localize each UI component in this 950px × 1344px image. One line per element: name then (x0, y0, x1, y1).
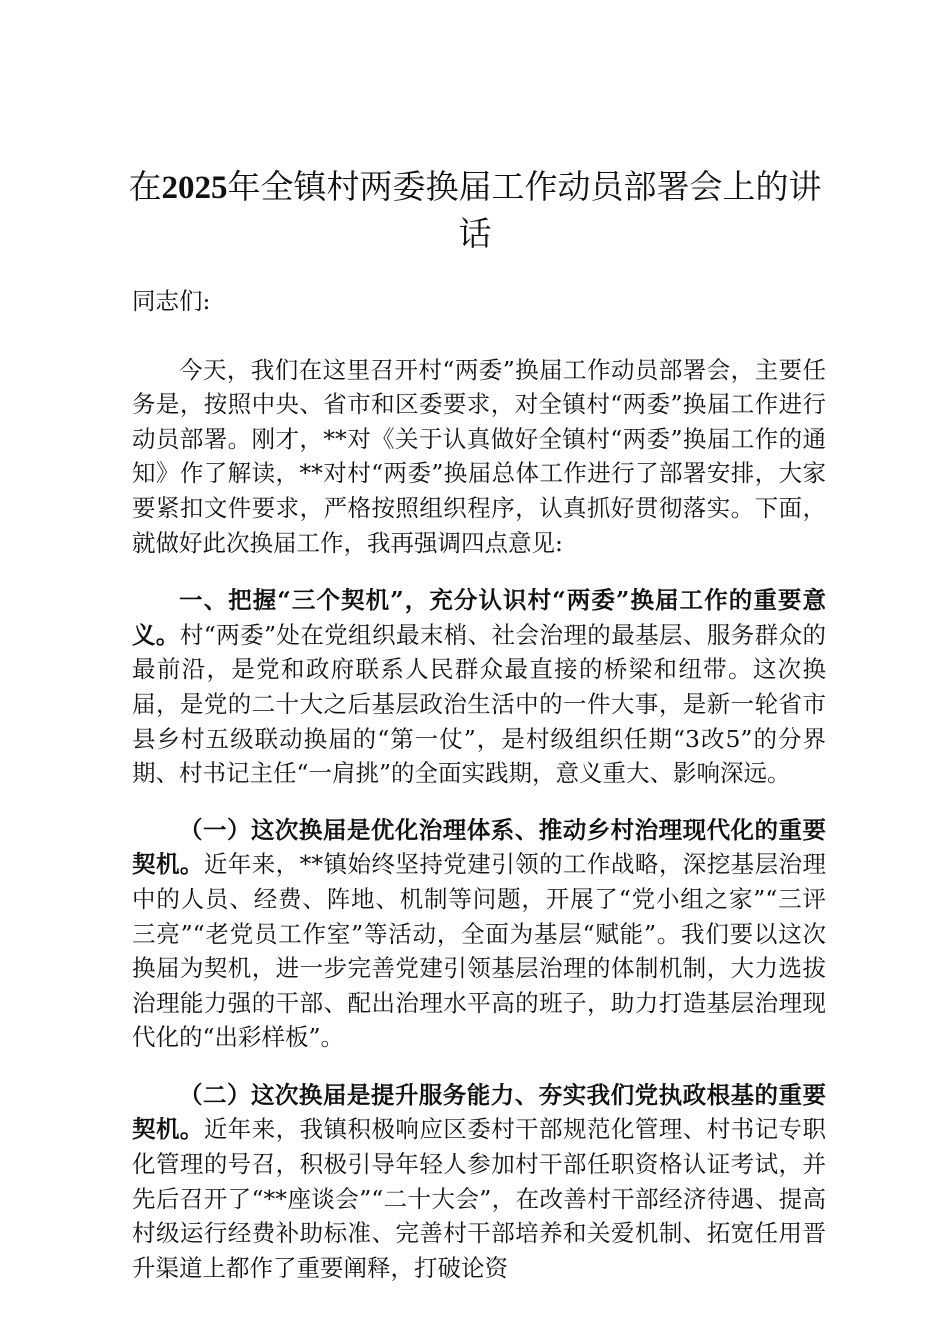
subsection-2-text: 近年来，我镇积极响应区委村干部规范化管理、村书记专职化管理的号召，积极引导年轻人参加村干部任职资格认证考试，并先后召开了“**座谈会”“二十大会”，在改善村干部经济待遇、提高村级运行经费补助标准、完善村干部培养和关爱机制、拓宽任用晋升渠道上都作了重要阐释，打破论资 (132, 1115, 827, 1282)
subsection-1-heading: （一）这次换届是优化治理体系、推动乡村治理现代化的重要契机。 (132, 815, 826, 879)
subsection-2-paragraph (132, 1078, 826, 1286)
subsection-1-paragraph (132, 813, 826, 1055)
intro-paragraph: 今天，我们在这里召开村“两委”换届工作动员部署会，主要任务是，按照中央、省市和区委要求，对全镇村“两委”换届工作进行动员部署。刚才，**对《关于认真做好全镇村“两委”换届工作的通知》作了解读，**对村“两委”换届总体工作进行了部署安排，大家要紧扣文件要求，严格按照组织程序，认真抓好贯彻落实。下面，就做好此次换届工作，我再强调四点意见: (132, 355, 826, 557)
section-1-paragraph (132, 583, 826, 791)
title-prefix: 在 (128, 167, 162, 206)
document-body (132, 284, 826, 1285)
subsection-1-text: 近年来，**镇始终坚持党建引领的工作战略，深挖基层治理中的人员、经费、阵地、机制等问题，开展了“党小组之家”“三评三亮”“老党员工作室”等活动，全面为基层“赋能”。我们要以这次换届为契机，进一步完善党建引领基层治理的体制机制，大力选拔治理能力强的干部、配出治理水平高的班子，助力打造基层治理现代化的“出彩样板”。 (132, 850, 827, 1052)
subsection-2-heading: （二）这次换届是提升服务能力、夯实我们党执政根基的重要契机。 (132, 1080, 826, 1144)
title-suffix: 年全镇村两委换届工作动员部署会上的讲话 (227, 167, 822, 253)
greeting: 同志们: (132, 287, 211, 315)
document-title (128, 164, 822, 257)
section-1-heading: 一、把握“三个契机”，充分认识村“两委”换届工作的重要意义。 (132, 586, 826, 649)
title-year: 2025 (161, 170, 228, 206)
section-1-text: 村“两委”处在党组织最末梢、社会治理的最基层、服务群众的最前沿，是党和政府联系人民群众最直接的桥梁和纽带。这次换届，是党的二十大之后基层政治生活中的一件大事，是新一轮省市县乡村五级联动换届的“第一仗”，是村级组织任期“3改5”的分界期、村书记主任“一肩挑”的全面实践期，意义重大、影响深远。 (132, 620, 826, 788)
